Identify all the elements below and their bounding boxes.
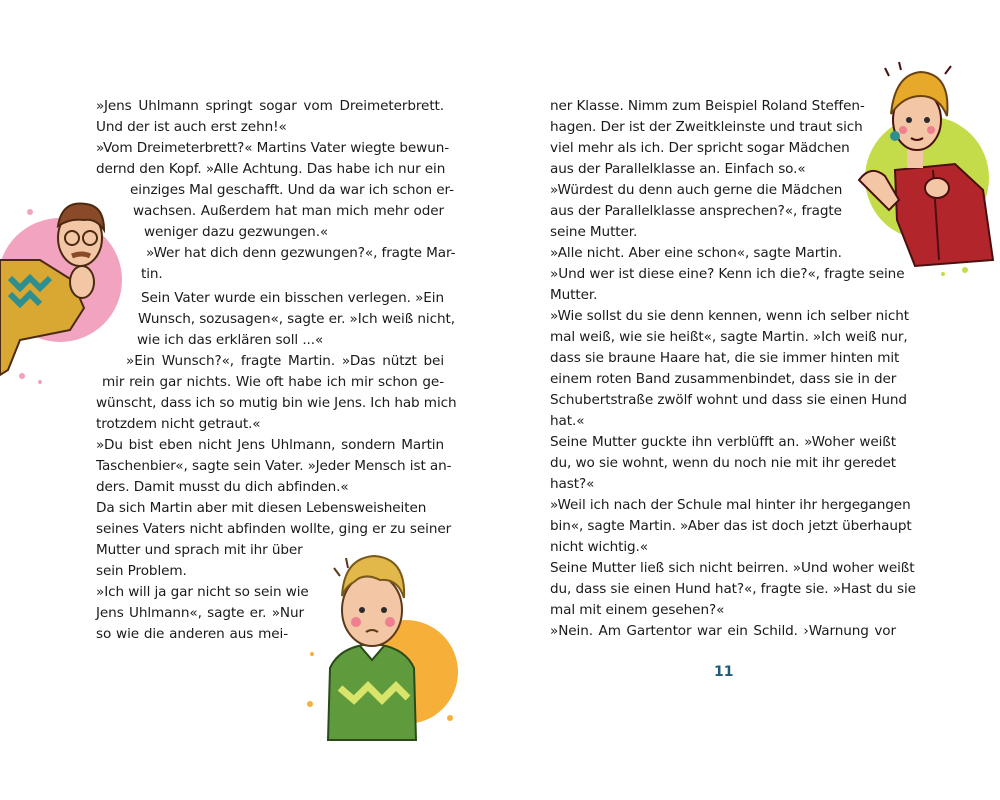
left-line-22: Mutter und sprach mit ihr über	[96, 542, 303, 558]
right-line-18: du, wo sie wohnt, wenn du noch nie mit ihr geredet	[550, 455, 896, 471]
left-line-6: wachsen. Außerdem hat man mich mehr oder	[133, 203, 444, 219]
right-line-3: viel mehr als ich. Der spricht sogar Mädchen	[550, 140, 850, 156]
left-line-21: seines Vaters nicht abfinden wollte, ging er zu seiner	[96, 521, 452, 537]
left-line-25: Jens Uhlmann«, sagte er. »Nur	[96, 605, 304, 621]
right-line-4: aus der Parallelklasse an. Einfach so.«	[550, 161, 806, 177]
right-line-8: »Alle nicht. Aber eine schon«, sagte Martin.	[550, 245, 842, 261]
right-line-16: hat.«	[550, 413, 585, 429]
left-line-14: mir rein gar nichts. Wie oft habe ich mir schon ge-	[102, 374, 444, 390]
left-line-8: »Wer hat dich denn gezwungen?«, fragte Mar-	[146, 245, 456, 261]
left-line-18: Taschenbier«, sagte sein Vater. »Jeder Mensch ist an-	[96, 458, 452, 474]
right-line-19: hast?«	[550, 476, 595, 492]
left-line-24: »Ich will ja gar nicht so sein wie	[96, 584, 309, 600]
left-line-4: dernd den Kopf. »Alle Achtung. Das habe ich nur ein	[96, 161, 446, 177]
left-line-17: »Du bist eben nicht Jens Uhlmann, sondern Martin	[96, 437, 444, 453]
left-line-12: wie ich das erklären soll ...«	[137, 332, 324, 348]
left-line-15: wünscht, dass ich so mutig bin wie Jens. Ich hab mich	[96, 395, 457, 411]
left-line-5: einziges Mal geschafft. Und da war ich schon er-	[130, 182, 454, 198]
left-line-23: sein Problem.	[96, 563, 187, 579]
right-line-5: »Würdest du denn auch gerne die Mädchen	[550, 182, 843, 198]
right-line-12: mal weiß, wie sie heißt«, sagte Martin. »Ich weiß nur,	[550, 329, 908, 345]
right-line-22: nicht wichtig.«	[550, 539, 648, 555]
left-line-19: ders. Damit musst du dich abfinden.«	[96, 479, 349, 495]
left-line-13: »Ein Wunsch?«, fragte Martin. »Das nützt bei	[126, 353, 444, 369]
right-line-21: bin«, sagte Martin. »Aber das ist doch jetzt überhaupt	[550, 518, 912, 534]
left-line-3: »Vom Dreimeterbrett?« Martins Vater wiegte bewun-	[96, 140, 450, 156]
right-line-11: »Wie sollst du sie denn kennen, wenn ich selber nicht	[550, 308, 909, 324]
left-line-26: so wie die anderen aus mei-	[96, 626, 288, 642]
right-line-17: Seine Mutter guckte ihn verblüfft an. »Woher weißt	[550, 434, 896, 450]
left-line-2: Und der ist auch erst zehn!«	[96, 119, 287, 135]
right-line-1: ner Klasse. Nimm zum Beispiel Roland Steffen-	[550, 98, 865, 114]
left-line-16: trotzdem nicht getraut.«	[96, 416, 261, 432]
right-line-7: seine Mutter.	[550, 224, 638, 240]
mother-illustration	[855, 60, 1000, 280]
left-line-10: Sein Vater wurde ein bisschen verlegen. »Ein	[141, 290, 444, 306]
right-line-26: »Nein. Am Gartentor war ein Schild. ›Warnung vor	[550, 623, 896, 639]
left-line-7: weniger dazu gezwungen.«	[144, 224, 329, 240]
father-illustration	[0, 190, 130, 390]
right-line-15: Schubertstraße zwölf wohnt und dass sie einen Hund	[550, 392, 907, 408]
left-line-20: Da sich Martin aber mit diesen Lebensweisheiten	[96, 500, 427, 516]
right-line-20: »Weil ich nach der Schule mal hinter ihr hergegangen	[550, 497, 911, 513]
left-line-9: tin.	[141, 266, 163, 282]
right-line-14: einem roten Band zusammenbindet, dass sie in der	[550, 371, 897, 387]
right-line-23: Seine Mutter ließ sich nicht beirren. »Und woher weißt	[550, 560, 915, 576]
right-line-2: hagen. Der ist der Zweitkleinste und traut sich	[550, 119, 863, 135]
right-line-24: du, dass sie einen Hund hat?«, fragte sie. »Hast du sie	[550, 581, 916, 597]
right-line-9: »Und wer ist diese eine? Kenn ich die?«, fragte seine	[550, 266, 905, 282]
right-line-25: mal mit einem gesehen?«	[550, 602, 725, 618]
right-line-13: dass sie braune Haare hat, die sie immer hinten mit	[550, 350, 900, 366]
page-number: 11	[714, 664, 734, 680]
boy-illustration	[300, 548, 460, 740]
left-line-11: Wunsch, sozusagen«, sagte er. »Ich weiß nicht,	[138, 311, 455, 327]
right-line-6: aus der Parallelklasse ansprechen?«, fragte	[550, 203, 842, 219]
right-line-10: Mutter.	[550, 287, 598, 303]
left-line-1: »Jens Uhlmann springt sogar vom Dreimeterbrett.	[96, 98, 444, 114]
